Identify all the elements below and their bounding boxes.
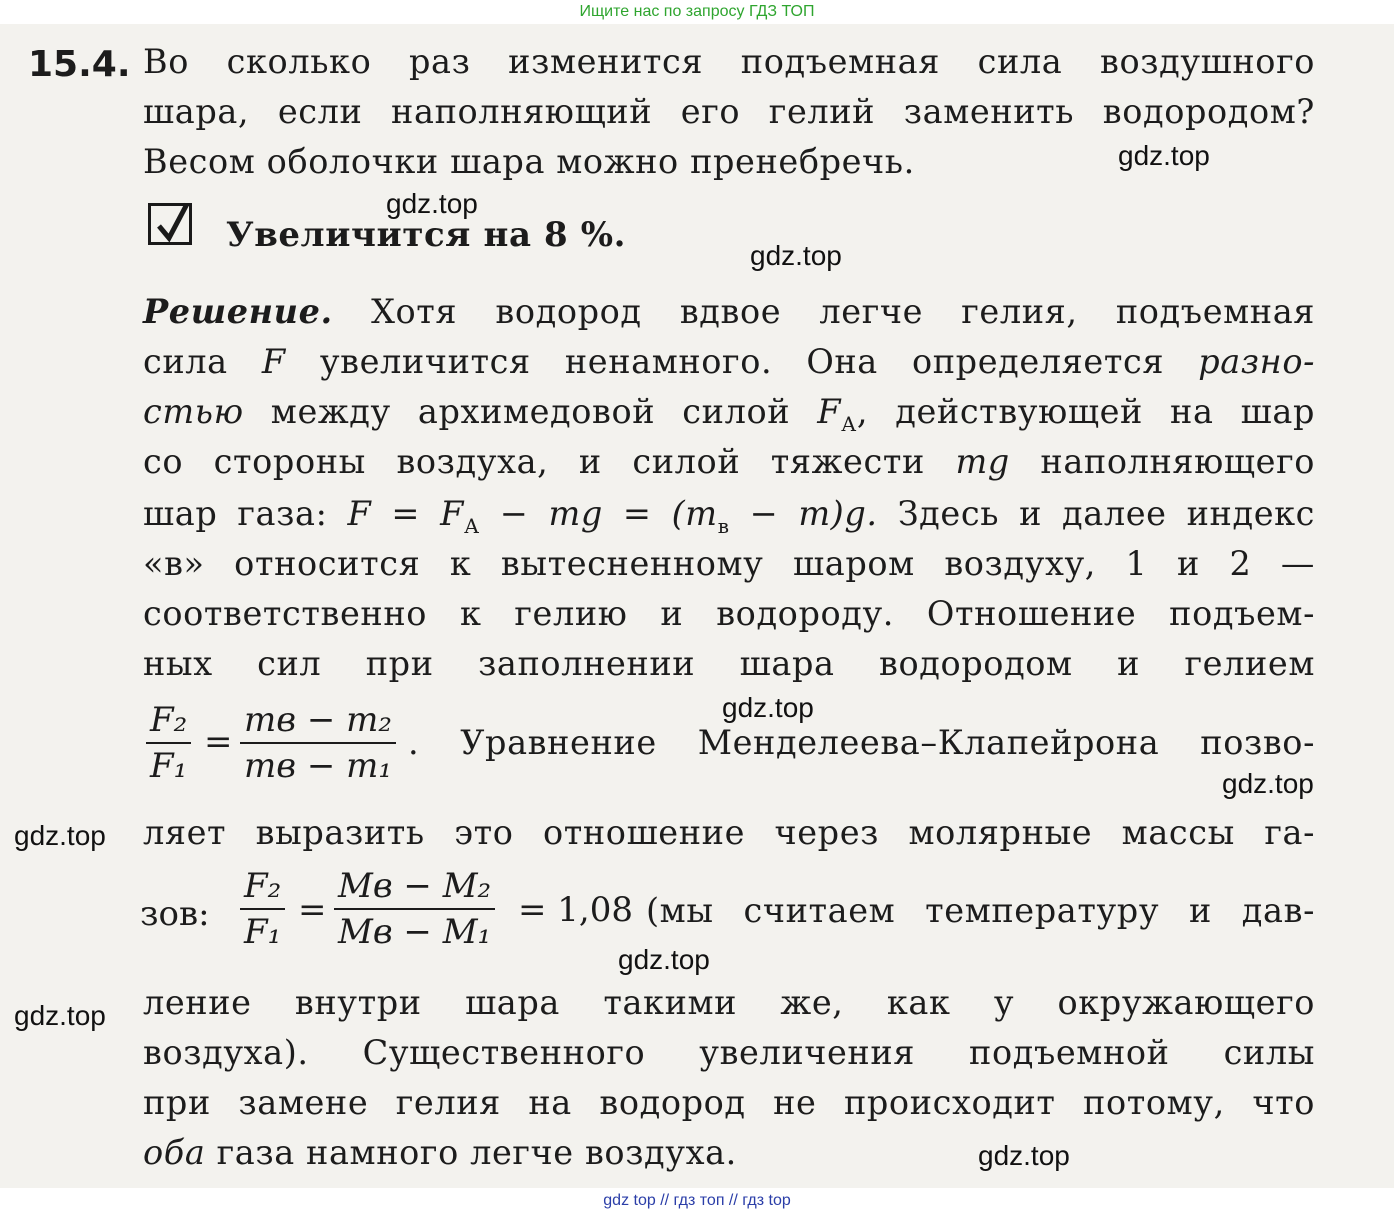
solution-text: шар газа: <box>143 494 328 533</box>
fraction-denominator: Mв − M₁ <box>338 912 492 952</box>
fraction-denominator: F₁ <box>150 746 188 786</box>
solution-line-14: при замене гелия на водород не происходит потому, что <box>143 1083 1315 1122</box>
problem-number: 15.4. <box>28 44 131 85</box>
answer-checkbox <box>148 203 192 245</box>
footer-links: gdz top // гдз топ // гдз top <box>603 1192 791 1209</box>
symbol-F: F <box>817 392 842 431</box>
fraction-denominator: mв − m₁ <box>244 746 393 786</box>
solution-text: между архимедовой силой <box>270 392 791 431</box>
question-line-1: Во сколько раз изменится подъемная сила воздушного <box>143 42 1315 81</box>
solution-text: сила <box>143 342 228 381</box>
watermark: gdz.top <box>750 240 842 271</box>
solution-line-12: ление внутри шара такими же, как у окружающего <box>143 983 1315 1022</box>
symbol-mg: mg <box>955 442 1010 481</box>
equals-sign: = <box>204 722 233 762</box>
subscript: А <box>841 412 857 436</box>
solution-text: зов: <box>140 894 210 934</box>
subscript: в <box>717 514 730 538</box>
fraction-bar <box>334 908 495 910</box>
watermark: gdz.top <box>14 820 106 851</box>
watermark: gdz.top <box>386 188 478 219</box>
watermark: gdz.top <box>722 692 814 723</box>
checkmark-icon <box>153 200 193 244</box>
fraction-numerator: F₂ <box>150 700 188 740</box>
lift-force-formula <box>347 494 878 538</box>
fraction-bar <box>146 742 191 744</box>
fraction-F2-F1-second <box>240 866 285 952</box>
watermark: gdz.top <box>1222 768 1314 799</box>
solution-line-1 <box>143 287 1315 337</box>
solution-line-7: соответственно к гелию и водороду. Отношение подъем- <box>143 594 1315 633</box>
fraction-mass-difference <box>240 700 396 786</box>
solution-line-10: ляет выразить это отношение через молярные массы га- <box>143 813 1315 852</box>
solution-text: со стороны воздуха, и силой тяжести <box>143 442 925 481</box>
solution-text: , действующей на шар <box>856 392 1316 431</box>
fraction-numerator: Mв − M₂ <box>338 866 492 906</box>
fraction-bar <box>240 908 285 910</box>
solution-text: наполняющего <box>1040 442 1315 481</box>
solution-line-11: (мы считаем температуру и дав- <box>646 891 1315 930</box>
emphasis-text: оба <box>143 1133 206 1172</box>
solution-line-8: ных сил при заполнении шара водородом и гелием <box>143 644 1315 683</box>
question-line-3: Весом оболочки шара можно пренебречь. <box>143 142 915 181</box>
formula-part: F = F <box>347 494 464 533</box>
watermark: gdz.top <box>618 944 710 975</box>
formula-part: − m)g. <box>729 494 878 533</box>
formula-part: − mg = (m <box>479 494 718 533</box>
solution-line-4 <box>143 437 1315 487</box>
ratio-value: = 1,08 <box>518 890 633 930</box>
solution-text: газа намного легче воздуха. <box>216 1133 737 1172</box>
fraction-bar <box>240 742 396 744</box>
equals-sign: = <box>298 890 327 930</box>
solution-text: увеличится ненамного. Она определяется <box>319 342 1165 381</box>
fraction-denominator: F₁ <box>244 912 282 952</box>
symbol-FA <box>817 392 1316 436</box>
emphasis-text: разно- <box>1198 342 1316 381</box>
watermark: gdz.top <box>978 1140 1070 1171</box>
solution-line-2 <box>143 337 1315 387</box>
solution-label: Решение. <box>143 292 333 331</box>
solution-line-9: . Уравнение Менделеева–Клапейрона позво- <box>408 723 1315 762</box>
solution-line-13: воздуха). Существенного увеличения подъемной силы <box>143 1033 1315 1072</box>
watermark: gdz.top <box>14 1000 106 1031</box>
solution-text: Здесь и далее индекс <box>897 494 1316 533</box>
solution-line-15 <box>143 1128 1315 1178</box>
question-line-2: шара, если наполняющий его гелий заменить водородом? <box>143 92 1315 131</box>
solution-line-6: «в» относится к вытесненному шаром воздуху, 1 и 2 — <box>143 544 1315 583</box>
answer-text: Увеличится на 8 %. <box>226 215 627 255</box>
fraction-molar-mass <box>334 866 495 952</box>
fraction-numerator: mв − m₂ <box>244 700 393 740</box>
watermark: gdz.top <box>1118 140 1210 171</box>
top-banner: Ищите нас по запросу ГДЗ ТОП <box>579 3 815 20</box>
subscript: А <box>463 514 480 538</box>
solution-text: Хотя водород вдвое легче гелия, подъемная <box>371 292 1316 331</box>
symbol-F: F <box>261 342 286 381</box>
emphasis-text: стью <box>143 392 244 431</box>
fraction-numerator: F₂ <box>244 866 282 906</box>
fraction-F2-F1 <box>146 700 191 786</box>
